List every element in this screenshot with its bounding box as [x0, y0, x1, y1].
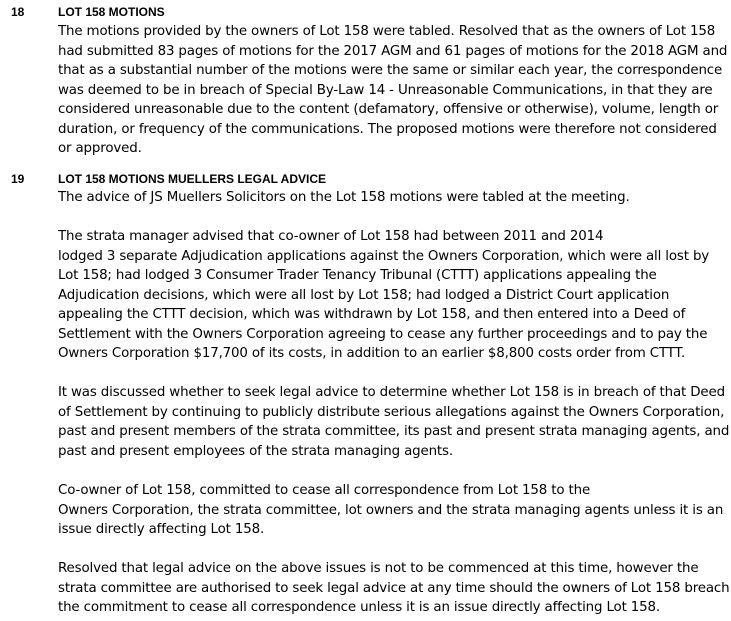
item-paragraph	[58, 481, 726, 540]
text-line: The strata manager advised that co-owner of Lot 158 had between 2011 and 2014	[58, 229, 604, 244]
text-line: considered unreasonable due to the content (defamatory, offensive or otherwise), volume, length or	[58, 102, 719, 117]
text-line: had submitted 83 pages of motions for the 2017 AGM and 61 pages of motions for the 2018 AGM and	[58, 43, 728, 59]
text-line: appealing the CTTT decision, which was withdrawn by Lot 158, and then entered into a Deed of	[58, 307, 686, 322]
text-line: Adjudication decisions, which were all lost by Lot 158; had lodged a District Court application	[58, 287, 670, 303]
item-number: 18	[11, 5, 25, 19]
text-line: was deemed to be in breach of Special By-Law 14 - Unreasonable Communications, in that they are	[58, 82, 713, 98]
item-paragraph	[58, 22, 726, 159]
item-paragraph	[58, 383, 730, 461]
text-line: past and present employees of the strata managing agents.	[58, 443, 453, 459]
text-line: lodged 3 separate Adjudication applications against the Owners Corporation, which were all lost by	[58, 248, 710, 264]
text-line: of Settlement by continuing to publicly distribute serious allegations against the Owners Corporation,	[58, 404, 725, 420]
text-line: Owners Corporation $17,700 of its costs, in addition to an earlier $8,800 costs order from CTTT.	[58, 346, 686, 361]
text-line: that as a substantial number of the motions were the same or similar each year, the correspondence	[58, 63, 723, 78]
text-line: past and present members of the strata committee, its past and present strata managing agents, and	[58, 424, 730, 439]
text-line: The motions provided by the owners of Lot 158 were tabled. Resolved that as the owners of Lot 158	[58, 24, 716, 39]
text-line: the commitment to cease all correspondence unless it is an issue directly affecting Lot 158.	[58, 600, 661, 615]
item-paragraph	[58, 188, 726, 208]
text-line: The advice of JS Muellers Solicitors on the Lot 158 motions were tabled at the meeting.	[58, 190, 630, 205]
text-line: Co-owner of Lot 158, committed to cease all correspondence from Lot 158 to the	[58, 483, 591, 498]
item-number: 19	[11, 172, 25, 186]
item-heading: LOT 158 MOTIONS	[58, 5, 165, 19]
item-heading: LOT 158 MOTIONS MUELLERS LEGAL ADVICE	[58, 172, 327, 186]
text-line: It was discussed whether to seek legal advice to determine whether Lot 158 is in breach of that Deed	[58, 385, 725, 400]
text-line: Resolved that legal advice on the above issues is not to be commenced at this time, however the	[58, 561, 699, 576]
text-line: issue directly affecting Lot 158.	[58, 522, 265, 537]
text-line: duration, or frequency of the communications. The proposed motions were therefore not considered	[58, 121, 717, 137]
text-line: Owners Corporation, the strata committee, lot owners and the strata managing agents unless it is an	[58, 502, 724, 518]
item-paragraph	[58, 559, 730, 618]
item-paragraph	[58, 227, 726, 364]
text-line: strata committee are authorised to seek legal advice at any time should the owners of Lot 158 breach	[58, 580, 730, 596]
text-line: Settlement with the Owners Corporation agreeing to cease any further proceedings and to pay the	[58, 326, 708, 342]
text-line: Lot 158; had lodged 3 Consumer Trader Tenancy Tribunal (CTTT) applications appealing the	[58, 268, 657, 283]
text-line: or approved.	[58, 141, 142, 156]
